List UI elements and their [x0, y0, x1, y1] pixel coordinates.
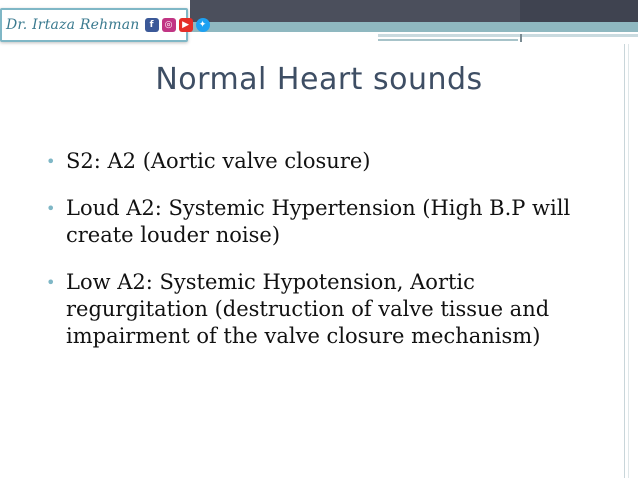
slide-title: Normal Heart sounds [155, 62, 483, 97]
bullet-text: S2: A2 (Aortic valve closure) [66, 149, 371, 173]
bullet-item [44, 148, 604, 175]
instagram-icon: ◎ [162, 18, 176, 32]
header-band-dark-accent [520, 0, 638, 22]
bullet-dot-icon: • [46, 273, 56, 292]
bullet-dot-icon: • [46, 152, 56, 171]
bullet-item [44, 269, 604, 350]
author-banner [0, 8, 207, 42]
twitter-icon: ✦ [196, 18, 210, 32]
header-tick [520, 34, 522, 42]
bullet-text: Loud A2: Systemic Hypertension (High B.P will create louder noise) [66, 196, 571, 247]
bullet-text: Low A2: Systemic Hypotension, Aortic regurgitation (destruction of valve tissue and impairment of the valve closure mechanism) [66, 270, 550, 348]
bullet-item [44, 195, 604, 249]
header-thin-line-2 [378, 39, 518, 41]
facebook-icon: f [145, 18, 159, 32]
header-thin-line [378, 34, 638, 37]
right-border-line [624, 44, 625, 478]
right-border-line-2 [628, 44, 629, 478]
header-band-teal [190, 22, 638, 32]
youtube-icon: ▶ [179, 18, 193, 32]
bullet-dot-icon: • [46, 199, 56, 218]
bullet-list [44, 148, 604, 370]
social-icons [145, 18, 210, 32]
author-name: Dr. Irtaza Rehman [6, 17, 140, 33]
